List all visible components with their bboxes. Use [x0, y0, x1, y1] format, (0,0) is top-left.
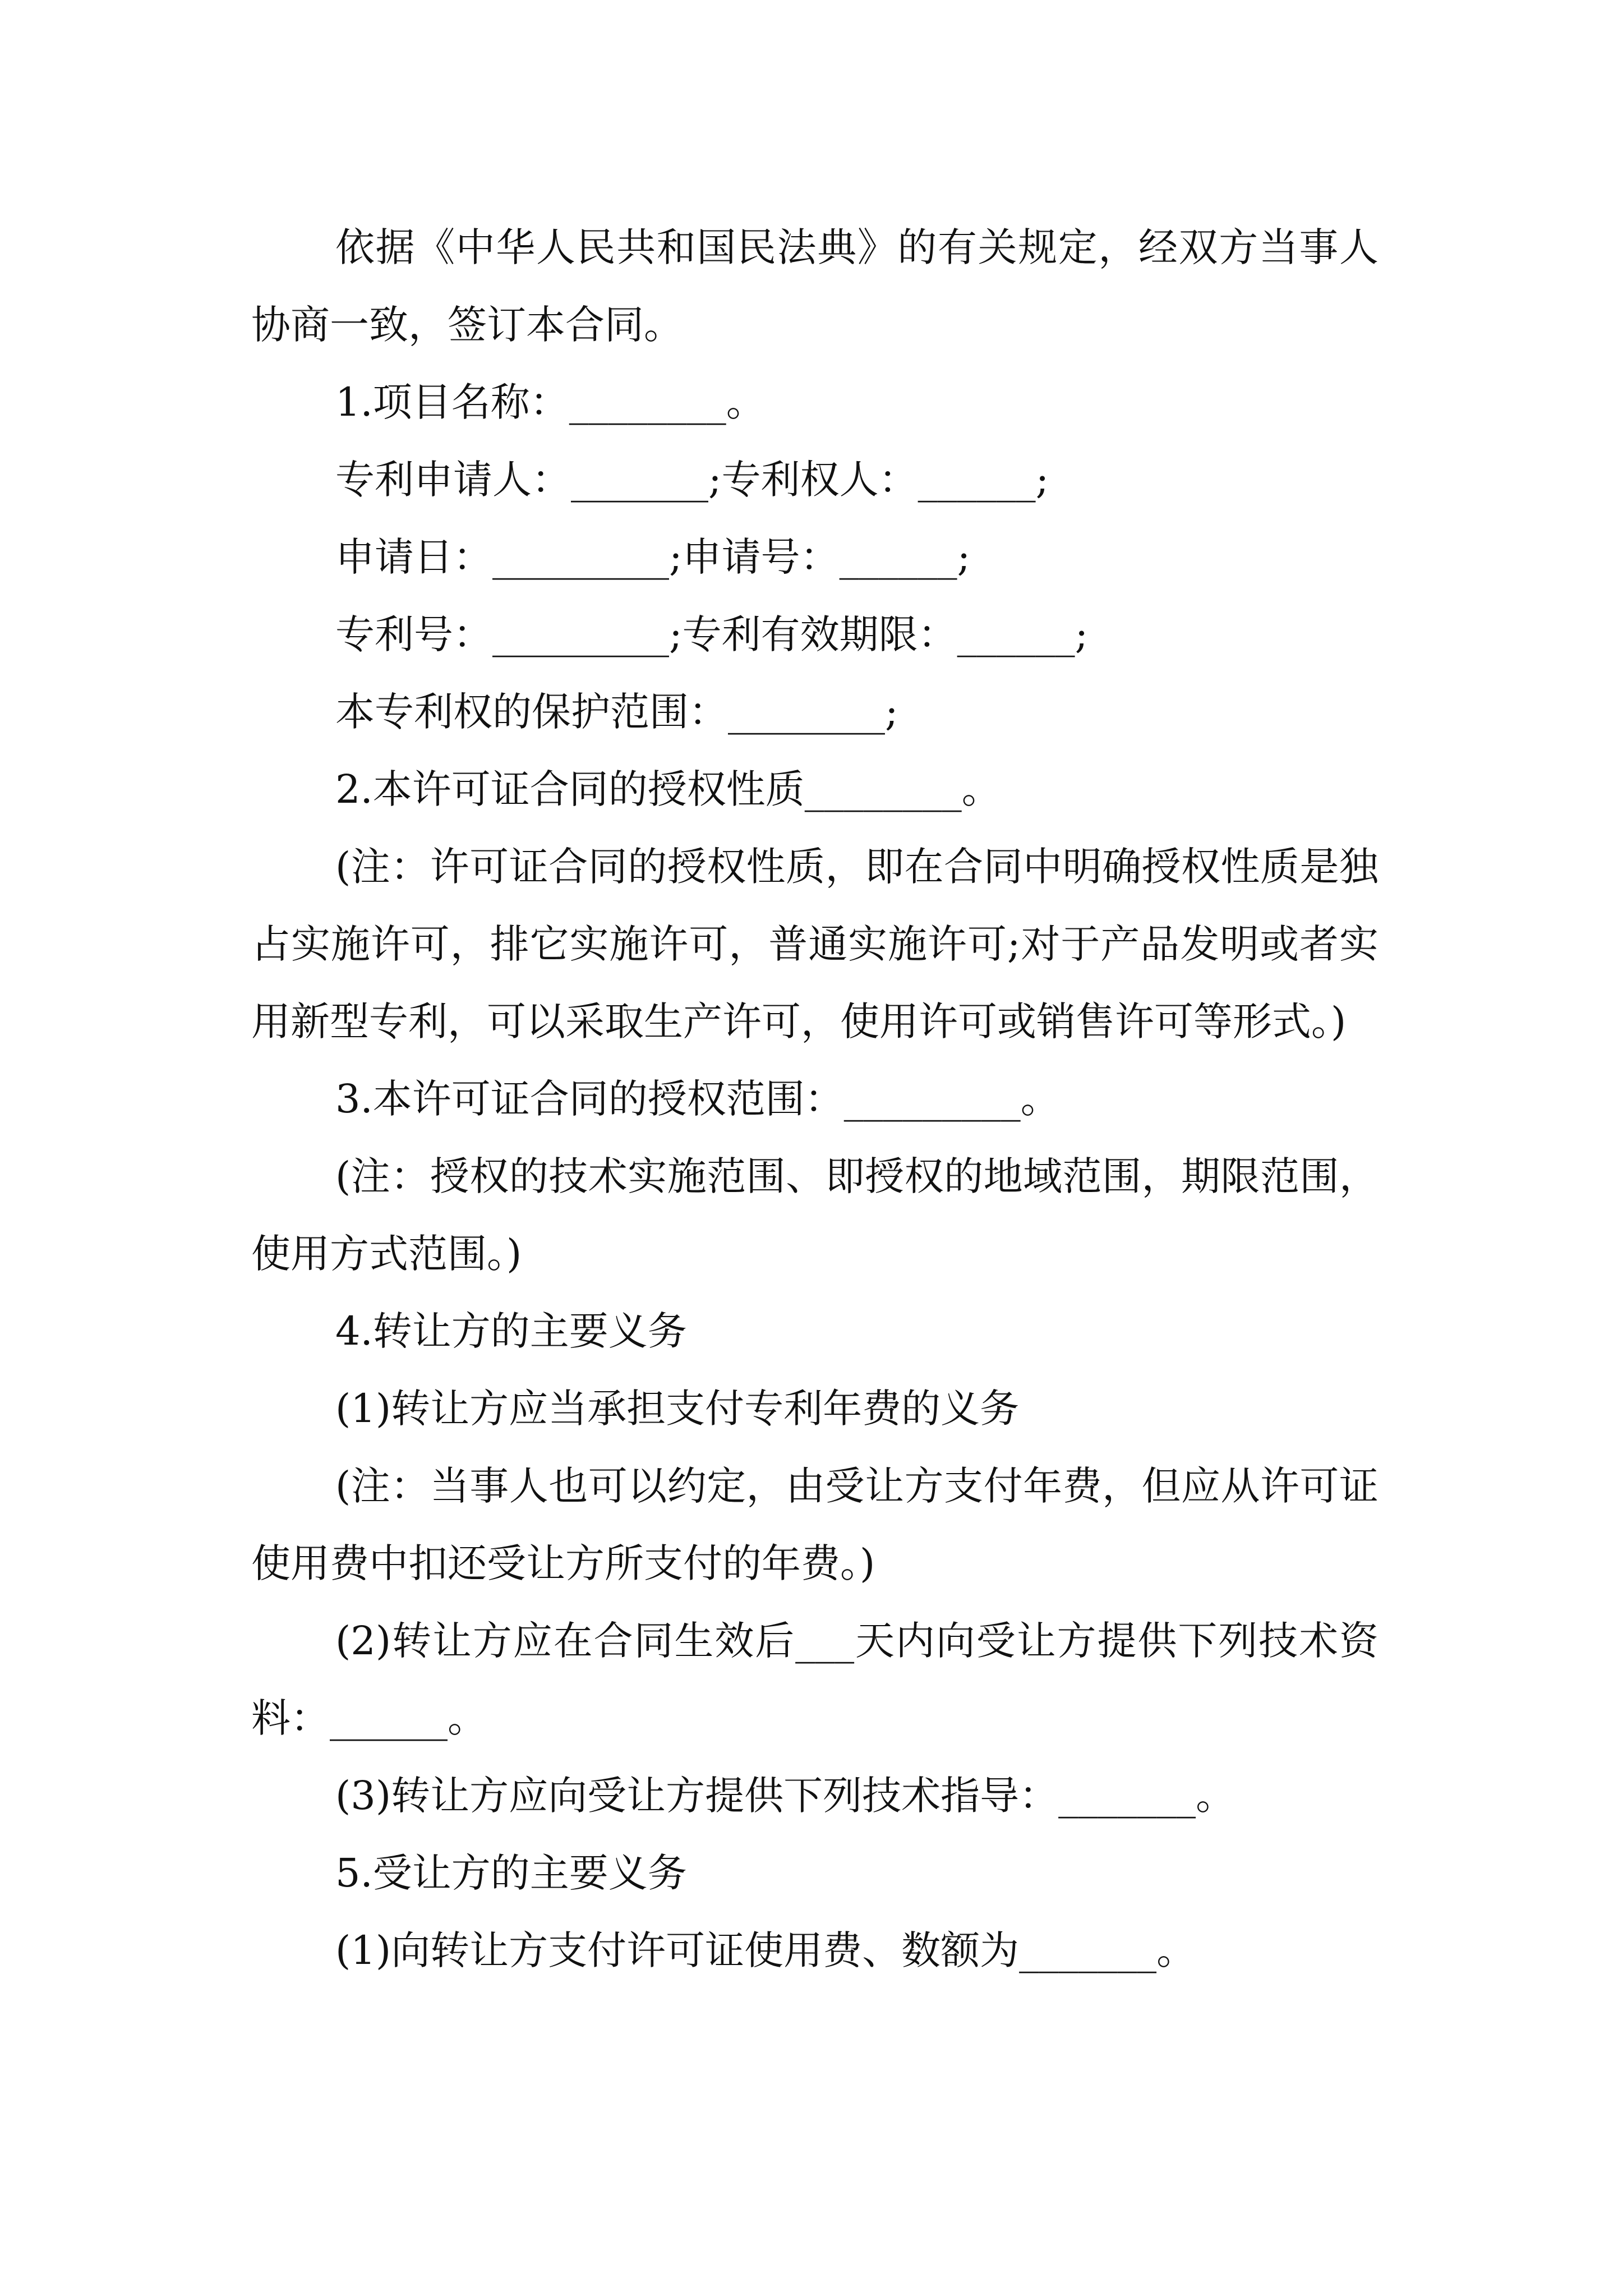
license-scope-note: (注：授权的技术实施范围、即授权的地域范围，期限范围，使用方式范围。)	[251, 1153, 1378, 1277]
licensor-obligation-2: (2)转让方应在合同生效后___天内向受让方提供下列技术资料：______。	[251, 1618, 1378, 1741]
contract-body	[251, 209, 1378, 1989]
patent-applicant-holder-line: 专利申请人：_______;专利权人：______;	[335, 457, 1049, 503]
patent-number-term-line: 专利号：_________;专利有效期限：______;	[335, 611, 1089, 657]
licensee-obligations-heading: 5.受让方的主要义务	[335, 1850, 687, 1896]
licensor-obligation-3: (3)转让方应向受让方提供下列技术指导：_______。	[335, 1773, 1235, 1819]
licensor-obligation-1: (1)转让方应当承担支付专利年费的义务	[335, 1386, 1020, 1432]
application-date-number-line: 申请日：_________;申请号：______;	[335, 534, 971, 580]
protection-scope-line: 本专利权的保护范围：________;	[335, 689, 898, 735]
legal-basis-paragraph: 依据《中华人民共和国民法典》的有关规定，经双方当事人协商一致，签订本合同。	[251, 224, 1378, 348]
project-name-line: 1.项目名称：________。	[335, 379, 766, 425]
licensor-obligations-heading: 4.转让方的主要义务	[335, 1308, 687, 1354]
license-scope-line: 3.本许可证合同的授权范围：_________。	[335, 1076, 1060, 1122]
licensee-obligation-1: (1)向转让方支付许可证使用费、数额为_______。	[335, 1927, 1196, 1973]
license-nature-note: (注：许可证合同的授权性质，即在合同中明确授权性质是独占实施许可，排它实施许可，普通实施许可;对于产品发明或者实用新型专利，可以采取生产许可，使用许可或销售许可等形式。)	[251, 844, 1378, 1045]
licensor-obligation-1-note: (注：当事人也可以约定，由受让方支付年费，但应从许可证使用费中扣还受让方所支付的年费。)	[251, 1463, 1378, 1586]
license-nature-line: 2.本许可证合同的授权性质________。	[335, 766, 1001, 812]
